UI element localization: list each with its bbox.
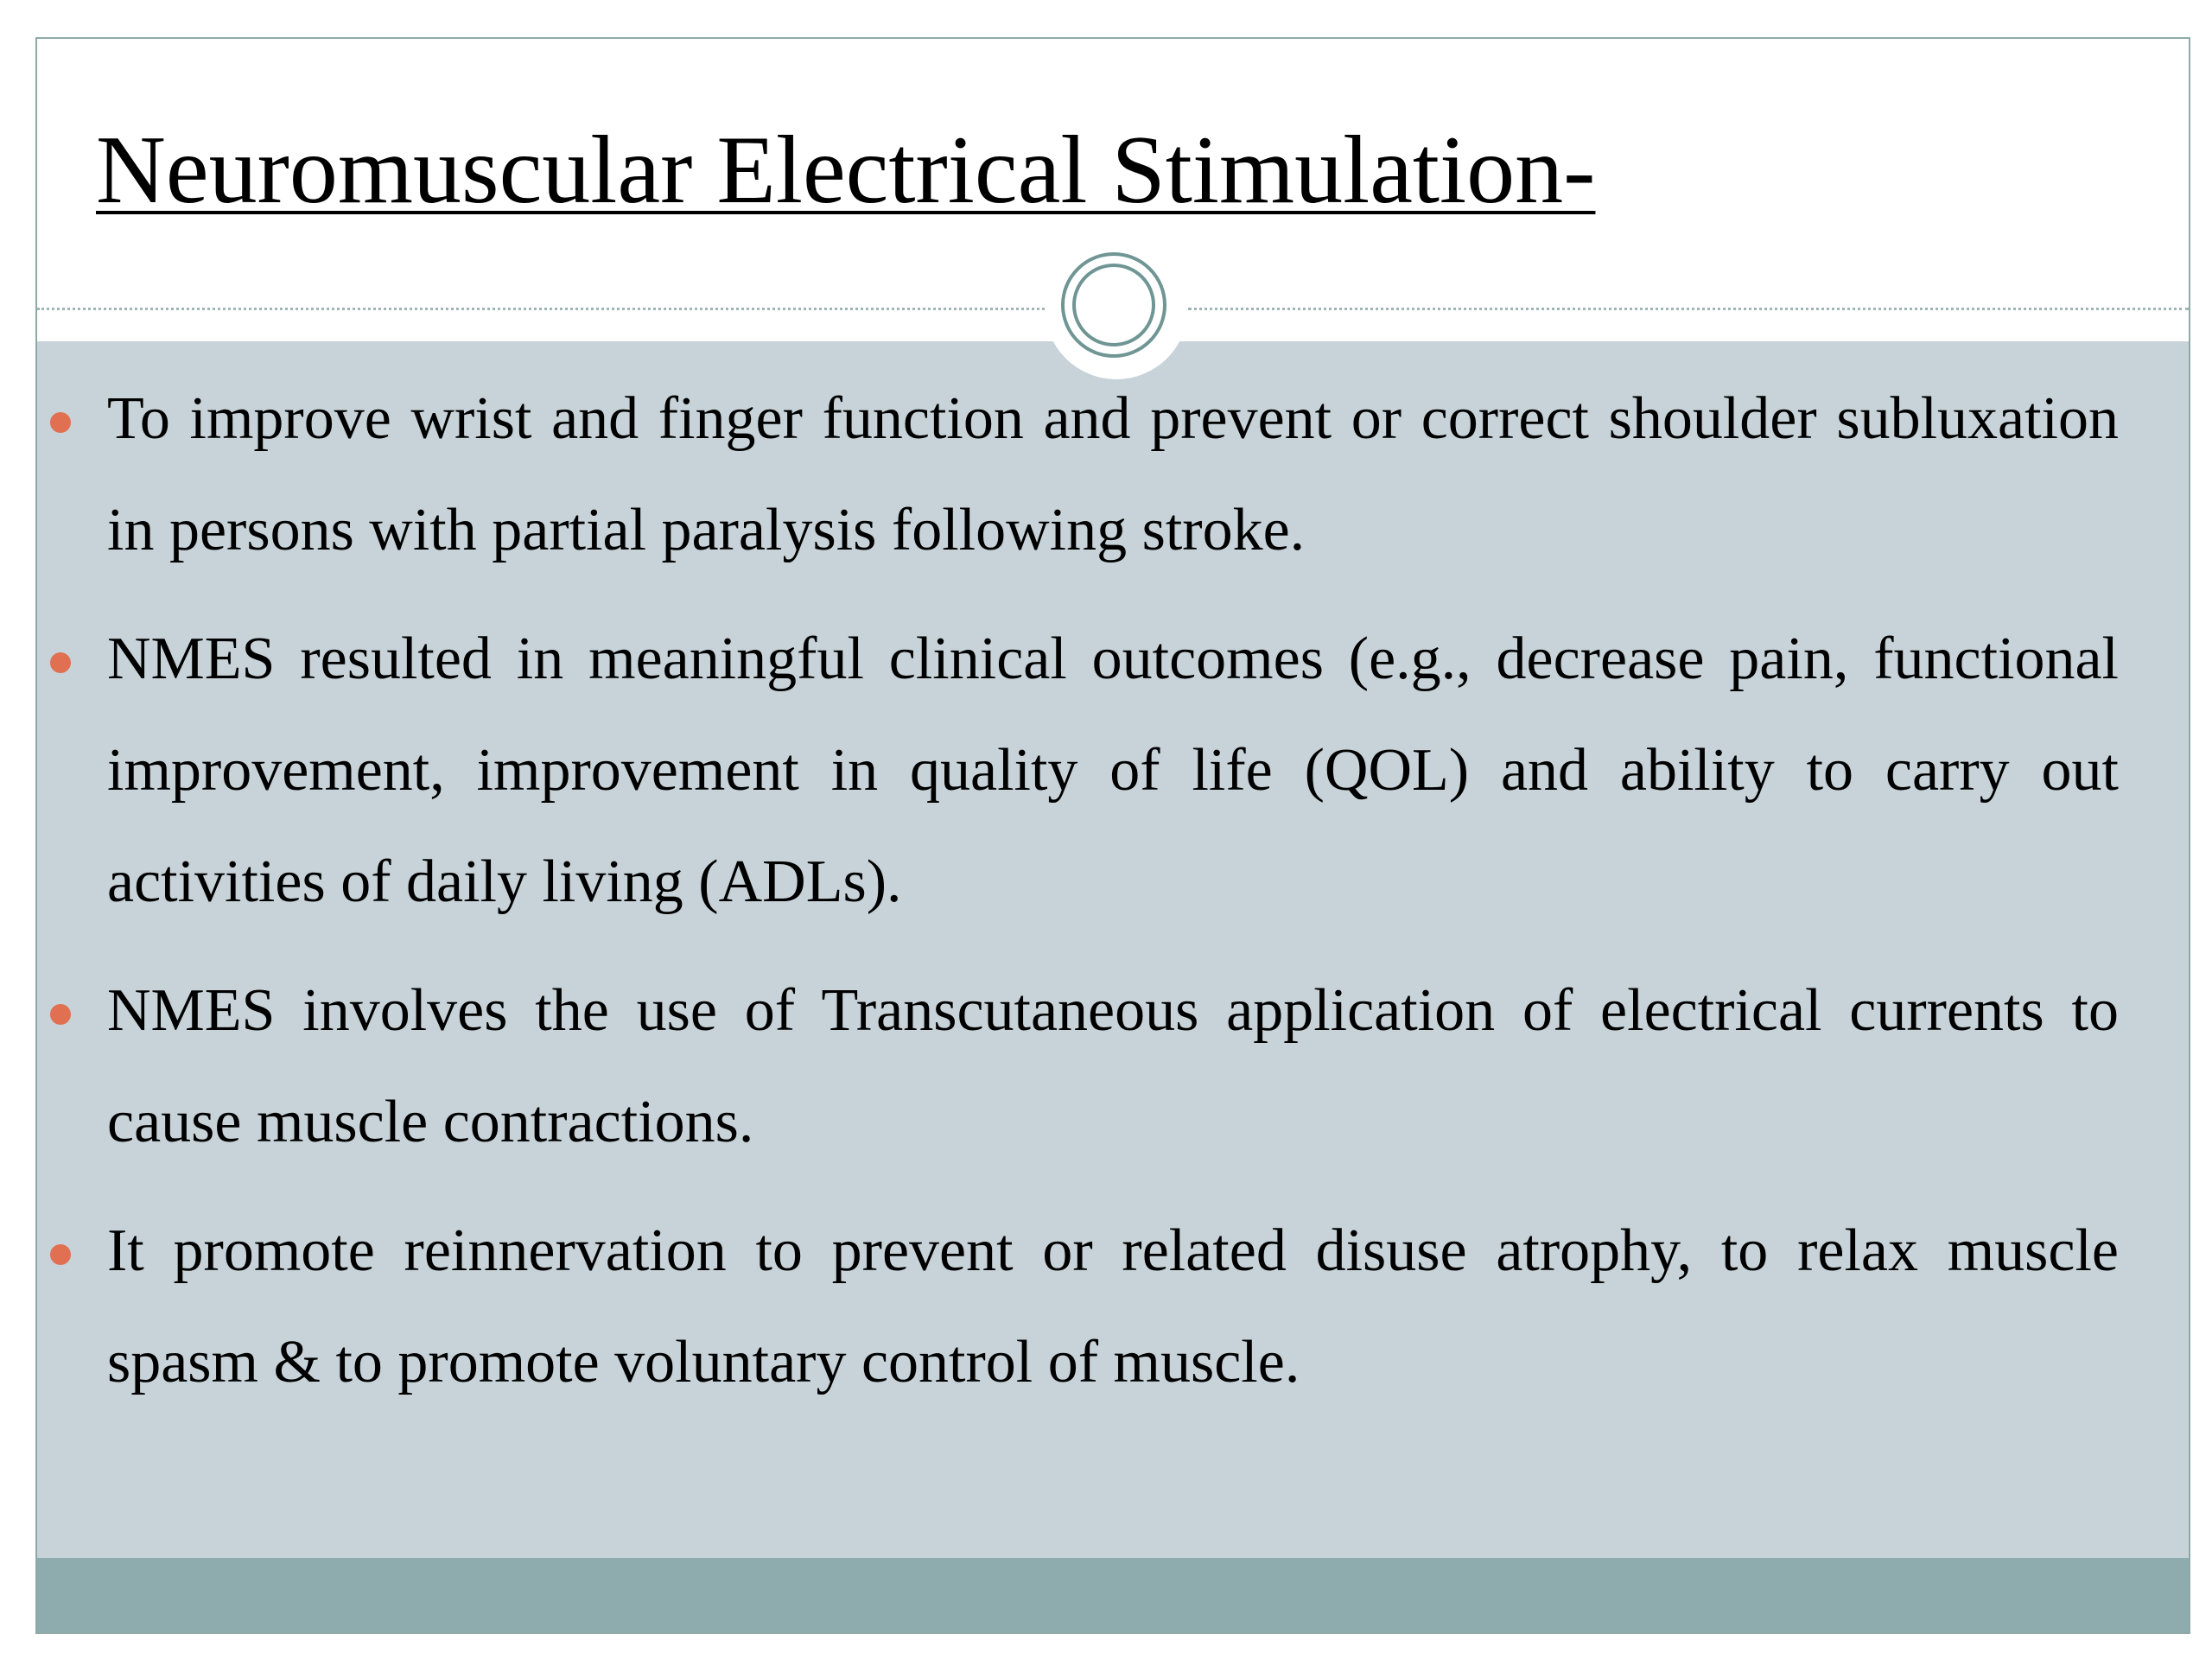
bullet-item bbox=[107, 1195, 2119, 1418]
bullet-text: To improve wrist and finger function and prevent or correct shoulder subluxation in persons with partial paralysis following stroke. bbox=[107, 385, 2119, 563]
slide-title: Neuromuscular Electrical Stimulation- bbox=[96, 117, 1596, 224]
title-divider-right bbox=[1188, 308, 2189, 310]
bullet-text: NMES involves the use of Transcutaneous application of electrical currents to cause muscle contractions. bbox=[107, 977, 2119, 1155]
title-divider-left bbox=[37, 308, 1045, 310]
bullet-dot-icon bbox=[50, 652, 71, 673]
bullet-dot-icon bbox=[50, 1244, 71, 1265]
bullet-dot-icon bbox=[50, 412, 71, 433]
bullet-item bbox=[107, 363, 2119, 586]
footer-band bbox=[37, 1558, 2189, 1632]
ornament-outer-ring bbox=[1061, 252, 1166, 358]
bullet-item bbox=[107, 955, 2119, 1178]
bullet-text: It promote reinnervation to prevent or related disuse atrophy, to relax muscle spasm & to promote voluntary control of muscle. bbox=[107, 1217, 2119, 1395]
ornament-inner-ring bbox=[1072, 264, 1155, 346]
bullet-text: NMES resulted in meaningful clinical outcomes (e.g., decrease pain, functional improvement, improvement in quality of life (QOL) and ability to carry out activities of daily living (ADLs). bbox=[107, 626, 2119, 915]
double-circle-ornament-icon bbox=[1045, 236, 1188, 379]
bullet-dot-icon bbox=[50, 1004, 71, 1025]
bullet-list bbox=[107, 363, 2119, 1435]
bullet-item bbox=[107, 603, 2119, 938]
